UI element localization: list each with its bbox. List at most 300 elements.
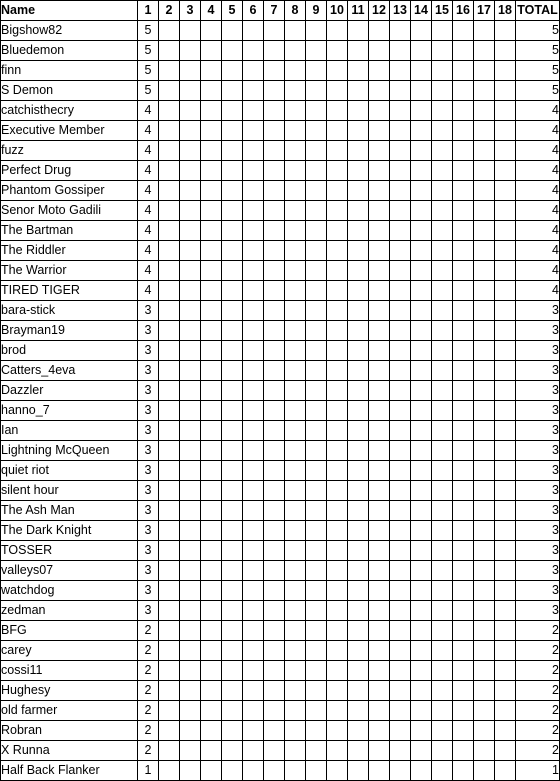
empty-round-cell — [201, 301, 222, 321]
player-name-cell: BFG — [1, 621, 138, 641]
column-header-name: Name — [1, 1, 138, 21]
empty-round-cell — [432, 561, 453, 581]
empty-round-cell — [243, 561, 264, 581]
empty-round-cell — [495, 501, 516, 521]
total-score-cell: 3 — [516, 321, 560, 341]
round-1-score-cell: 2 — [138, 741, 159, 761]
empty-round-cell — [285, 241, 306, 261]
player-name-cell: silent hour — [1, 481, 138, 501]
empty-round-cell — [327, 661, 348, 681]
total-score-cell: 3 — [516, 301, 560, 321]
empty-round-cell — [453, 541, 474, 561]
empty-round-cell — [411, 661, 432, 681]
round-1-score-cell: 4 — [138, 121, 159, 141]
player-name-cell: Perfect Drug — [1, 161, 138, 181]
empty-round-cell — [327, 381, 348, 401]
table-body — [1, 21, 560, 781]
empty-round-cell — [306, 361, 327, 381]
empty-round-cell — [348, 101, 369, 121]
total-score-cell: 2 — [516, 621, 560, 641]
empty-round-cell — [285, 201, 306, 221]
empty-round-cell — [285, 421, 306, 441]
empty-round-cell — [432, 581, 453, 601]
empty-round-cell — [348, 341, 369, 361]
empty-round-cell — [453, 561, 474, 581]
player-name-cell: fuzz — [1, 141, 138, 161]
empty-round-cell — [453, 241, 474, 261]
empty-round-cell — [495, 581, 516, 601]
empty-round-cell — [495, 121, 516, 141]
empty-round-cell — [390, 541, 411, 561]
table-row — [1, 401, 560, 421]
empty-round-cell — [327, 601, 348, 621]
empty-round-cell — [432, 141, 453, 161]
empty-round-cell — [495, 301, 516, 321]
empty-round-cell — [432, 221, 453, 241]
empty-round-cell — [159, 81, 180, 101]
empty-round-cell — [432, 81, 453, 101]
empty-round-cell — [306, 541, 327, 561]
empty-round-cell — [348, 181, 369, 201]
empty-round-cell — [306, 661, 327, 681]
empty-round-cell — [474, 161, 495, 181]
column-header-round: 2 — [159, 1, 180, 21]
empty-round-cell — [285, 461, 306, 481]
empty-round-cell — [390, 141, 411, 161]
empty-round-cell — [369, 361, 390, 381]
empty-round-cell — [285, 121, 306, 141]
empty-round-cell — [348, 141, 369, 161]
empty-round-cell — [432, 261, 453, 281]
empty-round-cell — [411, 281, 432, 301]
empty-round-cell — [411, 41, 432, 61]
column-header-round: 17 — [474, 1, 495, 21]
empty-round-cell — [285, 281, 306, 301]
empty-round-cell — [285, 101, 306, 121]
empty-round-cell — [369, 721, 390, 741]
empty-round-cell — [327, 41, 348, 61]
empty-round-cell — [327, 501, 348, 521]
empty-round-cell — [327, 101, 348, 121]
table-row — [1, 201, 560, 221]
empty-round-cell — [369, 21, 390, 41]
player-name-cell: bara-stick — [1, 301, 138, 321]
empty-round-cell — [411, 701, 432, 721]
empty-round-cell — [243, 361, 264, 381]
empty-round-cell — [348, 281, 369, 301]
empty-round-cell — [348, 441, 369, 461]
empty-round-cell — [222, 641, 243, 661]
round-1-score-cell: 4 — [138, 221, 159, 241]
table-row — [1, 301, 560, 321]
empty-round-cell — [327, 321, 348, 341]
empty-round-cell — [159, 741, 180, 761]
empty-round-cell — [159, 661, 180, 681]
empty-round-cell — [306, 381, 327, 401]
empty-round-cell — [243, 161, 264, 181]
empty-round-cell — [390, 721, 411, 741]
empty-round-cell — [285, 661, 306, 681]
empty-round-cell — [222, 61, 243, 81]
empty-round-cell — [285, 301, 306, 321]
empty-round-cell — [285, 341, 306, 361]
empty-round-cell — [222, 321, 243, 341]
empty-round-cell — [432, 681, 453, 701]
empty-round-cell — [306, 521, 327, 541]
empty-round-cell — [453, 641, 474, 661]
empty-round-cell — [264, 301, 285, 321]
empty-round-cell — [306, 421, 327, 441]
table-row — [1, 601, 560, 621]
empty-round-cell — [411, 441, 432, 461]
empty-round-cell — [348, 61, 369, 81]
empty-round-cell — [285, 181, 306, 201]
empty-round-cell — [264, 521, 285, 541]
player-name-cell: The Ash Man — [1, 501, 138, 521]
empty-round-cell — [390, 301, 411, 321]
total-score-cell: 5 — [516, 61, 560, 81]
empty-round-cell — [369, 341, 390, 361]
player-name-cell: hanno_7 — [1, 401, 138, 421]
empty-round-cell — [180, 301, 201, 321]
empty-round-cell — [369, 141, 390, 161]
empty-round-cell — [327, 761, 348, 781]
empty-round-cell — [327, 141, 348, 161]
empty-round-cell — [159, 421, 180, 441]
empty-round-cell — [222, 761, 243, 781]
empty-round-cell — [369, 41, 390, 61]
empty-round-cell — [390, 681, 411, 701]
empty-round-cell — [222, 281, 243, 301]
empty-round-cell — [222, 341, 243, 361]
round-1-score-cell: 3 — [138, 541, 159, 561]
player-name-cell: TOSSER — [1, 541, 138, 561]
empty-round-cell — [222, 701, 243, 721]
empty-round-cell — [180, 121, 201, 141]
empty-round-cell — [159, 541, 180, 561]
empty-round-cell — [180, 261, 201, 281]
empty-round-cell — [159, 201, 180, 221]
empty-round-cell — [495, 521, 516, 541]
empty-round-cell — [159, 181, 180, 201]
empty-round-cell — [180, 101, 201, 121]
empty-round-cell — [243, 741, 264, 761]
empty-round-cell — [390, 661, 411, 681]
player-name-cell: Catters_4eva — [1, 361, 138, 381]
empty-round-cell — [369, 121, 390, 141]
empty-round-cell — [390, 561, 411, 581]
empty-round-cell — [327, 701, 348, 721]
empty-round-cell — [264, 221, 285, 241]
empty-round-cell — [285, 221, 306, 241]
empty-round-cell — [432, 101, 453, 121]
empty-round-cell — [306, 621, 327, 641]
empty-round-cell — [243, 521, 264, 541]
table-row — [1, 221, 560, 241]
empty-round-cell — [306, 561, 327, 581]
empty-round-cell — [222, 241, 243, 261]
empty-round-cell — [453, 261, 474, 281]
empty-round-cell — [285, 621, 306, 641]
column-header-round: 7 — [264, 1, 285, 21]
empty-round-cell — [243, 721, 264, 741]
empty-round-cell — [474, 21, 495, 41]
player-name-cell: cossi11 — [1, 661, 138, 681]
empty-round-cell — [306, 181, 327, 201]
player-name-cell: The Dark Knight — [1, 521, 138, 541]
table-row — [1, 681, 560, 701]
empty-round-cell — [264, 101, 285, 121]
empty-round-cell — [474, 501, 495, 521]
empty-round-cell — [180, 621, 201, 641]
empty-round-cell — [285, 761, 306, 781]
table-row — [1, 721, 560, 741]
empty-round-cell — [306, 41, 327, 61]
empty-round-cell — [243, 61, 264, 81]
total-score-cell: 4 — [516, 101, 560, 121]
table-row — [1, 141, 560, 161]
empty-round-cell — [390, 121, 411, 141]
empty-round-cell — [180, 161, 201, 181]
total-score-cell: 3 — [516, 581, 560, 601]
empty-round-cell — [411, 141, 432, 161]
empty-round-cell — [222, 481, 243, 501]
empty-round-cell — [369, 681, 390, 701]
table-row — [1, 741, 560, 761]
empty-round-cell — [453, 301, 474, 321]
player-name-cell: The Warrior — [1, 261, 138, 281]
empty-round-cell — [159, 301, 180, 321]
empty-round-cell — [243, 321, 264, 341]
empty-round-cell — [180, 601, 201, 621]
empty-round-cell — [369, 741, 390, 761]
empty-round-cell — [348, 381, 369, 401]
empty-round-cell — [201, 61, 222, 81]
empty-round-cell — [264, 461, 285, 481]
column-header-round: 16 — [453, 1, 474, 21]
empty-round-cell — [327, 641, 348, 661]
empty-round-cell — [306, 581, 327, 601]
column-header-round: 1 — [138, 1, 159, 21]
empty-round-cell — [495, 81, 516, 101]
empty-round-cell — [369, 241, 390, 261]
total-score-cell: 3 — [516, 561, 560, 581]
empty-round-cell — [180, 181, 201, 201]
empty-round-cell — [222, 181, 243, 201]
empty-round-cell — [453, 741, 474, 761]
empty-round-cell — [327, 201, 348, 221]
empty-round-cell — [495, 21, 516, 41]
empty-round-cell — [285, 581, 306, 601]
empty-round-cell — [201, 261, 222, 281]
total-score-cell: 5 — [516, 81, 560, 101]
empty-round-cell — [243, 681, 264, 701]
empty-round-cell — [369, 61, 390, 81]
empty-round-cell — [159, 381, 180, 401]
empty-round-cell — [201, 101, 222, 121]
empty-round-cell — [180, 221, 201, 241]
empty-round-cell — [411, 321, 432, 341]
empty-round-cell — [369, 761, 390, 781]
table-row — [1, 161, 560, 181]
empty-round-cell — [159, 361, 180, 381]
player-name-cell: Half Back Flanker — [1, 761, 138, 781]
empty-round-cell — [201, 241, 222, 261]
empty-round-cell — [390, 501, 411, 521]
empty-round-cell — [306, 301, 327, 321]
empty-round-cell — [180, 41, 201, 61]
table-row — [1, 281, 560, 301]
empty-round-cell — [474, 341, 495, 361]
empty-round-cell — [348, 41, 369, 61]
empty-round-cell — [222, 581, 243, 601]
round-1-score-cell: 4 — [138, 101, 159, 121]
empty-round-cell — [348, 621, 369, 641]
empty-round-cell — [159, 321, 180, 341]
empty-round-cell — [285, 81, 306, 101]
empty-round-cell — [453, 501, 474, 521]
empty-round-cell — [306, 121, 327, 141]
empty-round-cell — [327, 21, 348, 41]
empty-round-cell — [264, 701, 285, 721]
empty-round-cell — [306, 501, 327, 521]
empty-round-cell — [285, 261, 306, 281]
empty-round-cell — [495, 141, 516, 161]
empty-round-cell — [180, 761, 201, 781]
empty-round-cell — [474, 621, 495, 641]
empty-round-cell — [243, 181, 264, 201]
round-1-score-cell: 4 — [138, 181, 159, 201]
empty-round-cell — [222, 221, 243, 241]
empty-round-cell — [390, 481, 411, 501]
round-1-score-cell: 2 — [138, 701, 159, 721]
empty-round-cell — [411, 61, 432, 81]
empty-round-cell — [390, 201, 411, 221]
empty-round-cell — [453, 361, 474, 381]
column-header-round: 9 — [306, 1, 327, 21]
empty-round-cell — [453, 701, 474, 721]
empty-round-cell — [285, 41, 306, 61]
empty-round-cell — [201, 421, 222, 441]
player-name-cell: carey — [1, 641, 138, 661]
round-1-score-cell: 3 — [138, 481, 159, 501]
empty-round-cell — [180, 361, 201, 381]
empty-round-cell — [348, 321, 369, 341]
empty-round-cell — [285, 501, 306, 521]
empty-round-cell — [495, 721, 516, 741]
empty-round-cell — [495, 341, 516, 361]
empty-round-cell — [453, 601, 474, 621]
empty-round-cell — [474, 761, 495, 781]
player-name-cell: watchdog — [1, 581, 138, 601]
round-1-score-cell: 3 — [138, 581, 159, 601]
player-name-cell: TIRED TIGER — [1, 281, 138, 301]
empty-round-cell — [495, 441, 516, 461]
round-1-score-cell: 4 — [138, 261, 159, 281]
empty-round-cell — [390, 381, 411, 401]
empty-round-cell — [369, 601, 390, 621]
empty-round-cell — [306, 201, 327, 221]
empty-round-cell — [453, 321, 474, 341]
empty-round-cell — [348, 481, 369, 501]
empty-round-cell — [201, 441, 222, 461]
empty-round-cell — [243, 661, 264, 681]
empty-round-cell — [222, 601, 243, 621]
empty-round-cell — [474, 681, 495, 701]
empty-round-cell — [390, 81, 411, 101]
empty-round-cell — [432, 301, 453, 321]
empty-round-cell — [432, 241, 453, 261]
empty-round-cell — [348, 161, 369, 181]
player-name-cell: Dazzler — [1, 381, 138, 401]
empty-round-cell — [369, 161, 390, 181]
empty-round-cell — [159, 621, 180, 641]
empty-round-cell — [411, 241, 432, 261]
total-score-cell: 4 — [516, 221, 560, 241]
total-score-cell: 3 — [516, 441, 560, 461]
empty-round-cell — [369, 181, 390, 201]
column-header-round: 13 — [390, 1, 411, 21]
empty-round-cell — [495, 61, 516, 81]
header-row — [1, 1, 560, 21]
empty-round-cell — [222, 121, 243, 141]
empty-round-cell — [201, 181, 222, 201]
empty-round-cell — [474, 141, 495, 161]
empty-round-cell — [453, 681, 474, 701]
round-1-score-cell: 2 — [138, 721, 159, 741]
empty-round-cell — [201, 361, 222, 381]
round-1-score-cell: 3 — [138, 401, 159, 421]
empty-round-cell — [243, 541, 264, 561]
empty-round-cell — [264, 281, 285, 301]
empty-round-cell — [474, 61, 495, 81]
empty-round-cell — [453, 61, 474, 81]
empty-round-cell — [327, 241, 348, 261]
empty-round-cell — [495, 701, 516, 721]
empty-round-cell — [285, 321, 306, 341]
empty-round-cell — [264, 581, 285, 601]
table-row — [1, 181, 560, 201]
total-score-cell: 3 — [516, 361, 560, 381]
empty-round-cell — [411, 221, 432, 241]
empty-round-cell — [201, 321, 222, 341]
empty-round-cell — [474, 221, 495, 241]
empty-round-cell — [327, 741, 348, 761]
empty-round-cell — [453, 401, 474, 421]
empty-round-cell — [495, 261, 516, 281]
empty-round-cell — [474, 81, 495, 101]
player-name-cell: catchisthecry — [1, 101, 138, 121]
round-1-score-cell: 3 — [138, 361, 159, 381]
empty-round-cell — [474, 121, 495, 141]
column-header-round: 11 — [348, 1, 369, 21]
empty-round-cell — [390, 361, 411, 381]
empty-round-cell — [222, 441, 243, 461]
empty-round-cell — [432, 541, 453, 561]
player-name-cell: zedman — [1, 601, 138, 621]
empty-round-cell — [159, 141, 180, 161]
empty-round-cell — [495, 201, 516, 221]
empty-round-cell — [495, 361, 516, 381]
empty-round-cell — [285, 61, 306, 81]
empty-round-cell — [348, 301, 369, 321]
empty-round-cell — [180, 341, 201, 361]
empty-round-cell — [159, 481, 180, 501]
empty-round-cell — [222, 81, 243, 101]
empty-round-cell — [243, 501, 264, 521]
empty-round-cell — [264, 741, 285, 761]
empty-round-cell — [369, 201, 390, 221]
